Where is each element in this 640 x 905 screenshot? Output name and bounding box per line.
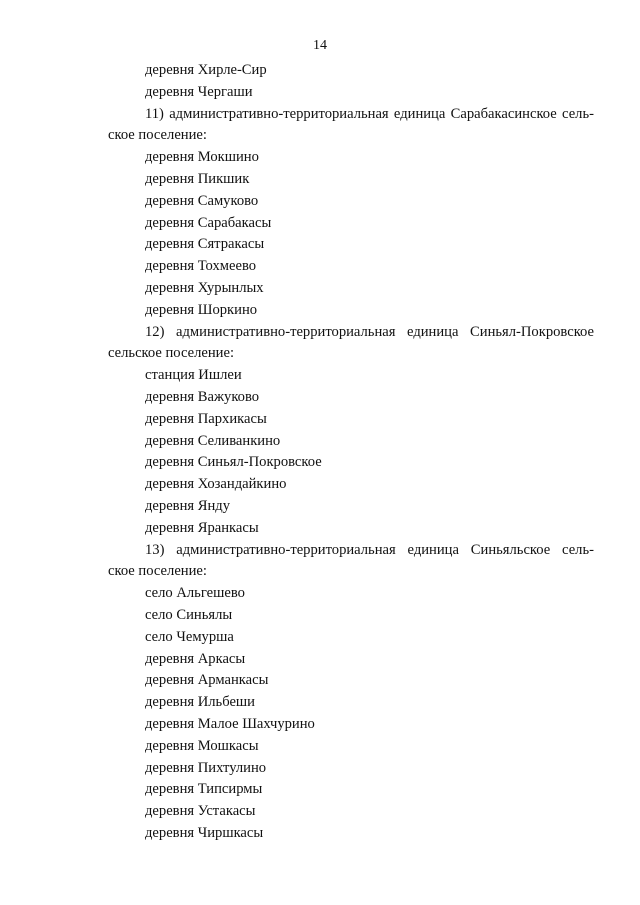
document-body: [108, 60, 594, 845]
settlement-item: деревня Мошкасы: [145, 737, 259, 754]
unit-heading-line: [108, 104, 594, 126]
heading-word: 11): [145, 105, 164, 122]
settlement-item: село Чемурша: [145, 628, 234, 645]
settlement-item: деревня Шоркино: [145, 301, 258, 318]
settlement-item: село Синьялы: [145, 606, 233, 623]
settlement-item: деревня Хурынлых: [145, 279, 264, 296]
unit-heading-continuation: сельское поселение:: [108, 345, 235, 362]
heading-word: сель-: [562, 105, 594, 122]
settlement-item: деревня Мокшино: [145, 149, 259, 166]
settlement-item: деревня Сятракасы: [145, 236, 265, 253]
settlement-item: деревня Типсирмы: [145, 781, 263, 798]
heading-word: административно-территориальная: [169, 105, 389, 122]
heading-word: единица: [407, 323, 459, 340]
unit-heading-line: [108, 322, 594, 344]
settlement-item: деревня Арманкасы: [145, 672, 269, 689]
heading-word: 12): [145, 323, 165, 340]
settlement-item: село Альгешево: [145, 585, 245, 602]
settlement-item: деревня Янду: [145, 497, 231, 514]
settlement-item: деревня Устакасы: [145, 803, 256, 820]
unit-heading-continuation: ское поселение:: [108, 563, 207, 580]
unit-heading-continuation: ское поселение:: [108, 127, 207, 144]
settlement-item: деревня Важуково: [145, 388, 260, 405]
page-number: 14: [313, 38, 327, 53]
heading-word: Синьял-Покровское: [470, 323, 594, 340]
heading-word: Синьяльское: [470, 541, 551, 558]
settlement-item: деревня Чиршкасы: [145, 824, 264, 841]
settlement-item: деревня Ильбеши: [145, 694, 255, 711]
settlement-item: деревня Самуково: [145, 192, 259, 209]
settlement-item: деревня Синьял-Покровское: [145, 454, 322, 471]
settlement-item: деревня Пикшик: [145, 170, 250, 187]
heading-word: единица: [393, 105, 446, 122]
settlement-item: деревня Пархикасы: [145, 410, 267, 427]
settlement-item: деревня Чергаши: [145, 83, 253, 100]
settlement-item: деревня Пихтулино: [145, 759, 267, 776]
heading-word: единица: [407, 541, 459, 558]
settlement-item: деревня Селиванкино: [145, 432, 281, 449]
settlement-item: деревня Сарабакасы: [145, 214, 272, 231]
unit-heading-line: [108, 540, 594, 562]
heading-word: административно-территориальная: [176, 541, 396, 558]
settlement-item: деревня Аркасы: [145, 650, 246, 667]
heading-word: сель-: [562, 541, 594, 558]
heading-word: 13): [145, 541, 165, 558]
settlement-item: станция Ишлеи: [145, 367, 242, 384]
settlement-item: деревня Малое Шахчурино: [145, 715, 315, 732]
settlement-item: деревня Яранкасы: [145, 519, 259, 536]
settlement-item: деревня Хирле-Сир: [145, 62, 267, 78]
settlement-item: деревня Хозандайкино: [145, 476, 287, 493]
heading-word: административно-территориальная: [176, 323, 396, 340]
settlement-item: деревня Тохмеево: [145, 258, 257, 275]
heading-word: Сарабакасинское: [450, 105, 557, 122]
